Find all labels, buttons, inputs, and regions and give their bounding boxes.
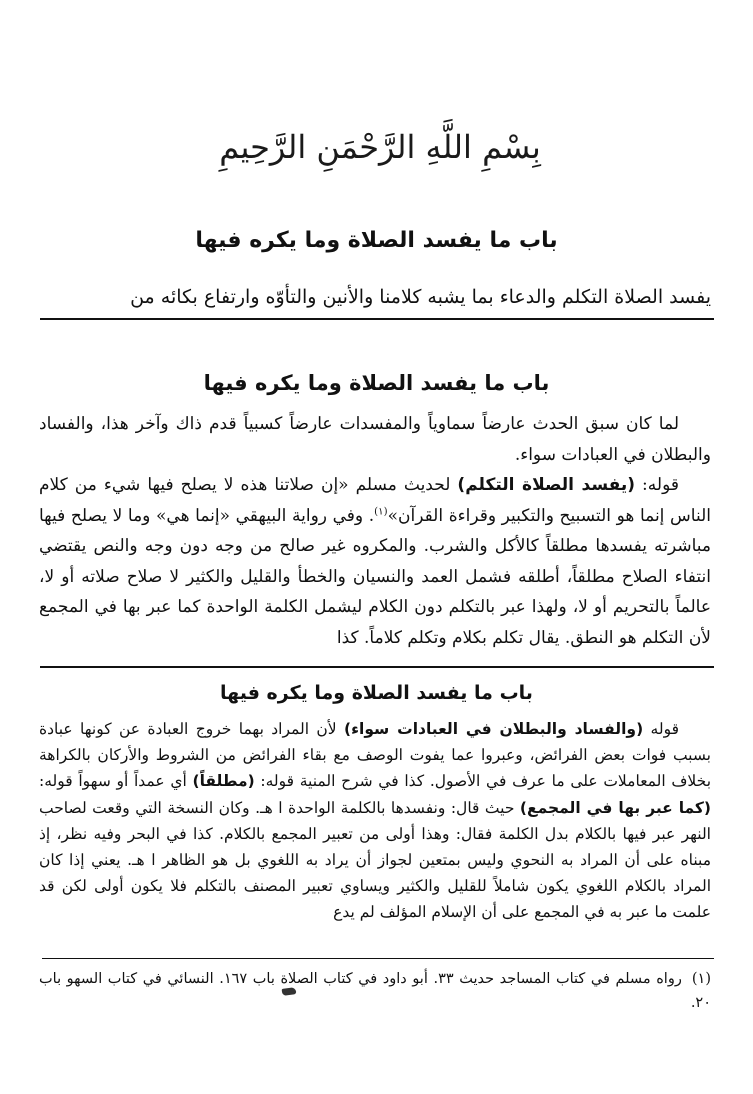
inline-text: لأن المراد بهما خروج العبادة عن كونها عبادة بسبب فوات بعض الفرائض، وعبروا عما يفوت الوصف مع بقاء الفرائض من الشروط والأركان بالكراهة بخلاف المعاملات على ما عرف في الأصول. كذا في شرح المنية قوله: [39, 720, 712, 791]
quoted-sharh: (والفساد والبطلان في العبادات سواء) [344, 720, 644, 738]
inline-text: قوله [643, 720, 679, 738]
chapter-heading-sharh: باب ما يفسد الصلاة وما يكره فيها [203, 371, 550, 395]
hashiya-commentary [39, 716, 711, 926]
footnote [39, 967, 711, 1015]
footnote-separator [42, 958, 714, 959]
quoted-matn: (يفسد الصلاة التكلم) [457, 475, 636, 495]
inline-text: قوله: [635, 475, 679, 495]
inline-text: أي عمداً أو سهواً قوله: [39, 772, 193, 791]
footnote-marker[interactable]: (١) [374, 505, 388, 517]
inline-text: لحديث مسلم «إن صلاتنا هذه لا يصلح فيها شيء من كلام الناس إنما هو التسبيح والتكبير وقراءة القرآن» [39, 475, 711, 526]
section-divider [40, 318, 714, 320]
section-divider [40, 666, 714, 668]
sharh-commentary [39, 409, 711, 653]
chapter-heading-hashiya: باب ما يفسد الصلاة وما يكره فيها [220, 682, 533, 704]
basmala-calligraphy: بِسْمِ اللَّهِ الرَّحْمَنِ الرَّحِيمِ [219, 128, 541, 166]
inline-text: . وفي رواية البيهقي «إنما هي» وما لا يصلح فيها مباشرته يفسدها مطلقاً كالأكل والشرب. والمكروه غير صالح من وجه دون وجه والنص يقتضي انتفاء الصلاح مطلقاً، أطلقه فشمل العمد والنسيان والخطأ والقليل والكثير لا صلاح صلاته أو لا، عالماً بالتحريم أو لا، ولهذا عبر بالتكلم دون الكلام ليشمل الكلمة الواحدة كما عبر بها في المجمع لأن التكلم هو النطق. يقال تكلم بكلام وتكلم كلاماً. كذا [39, 505, 711, 648]
hashiya-paragraph [39, 716, 711, 926]
sharh-paragraph: لما كان سبق الحدث عارضاً سماوياً والمفسدات عارضاً كسبياً قدم ذاك وآخر هذا، والفساد والبطلان في العبادات سواء. [39, 414, 711, 465]
sharh-paragraph [39, 470, 711, 653]
footnote-number: (١) [691, 971, 711, 987]
chapter-heading-matn: باب ما يفسد الصلاة وما يكره فيها [195, 228, 558, 253]
quoted-sharh: (كما عبر بها في المجمع) [519, 798, 711, 817]
footnote-text: رواه مسلم في كتاب المساجد حديث ٣٣. أبو داود في كتاب الصلاة باب ١٦٧. النسائي في كتاب السهو باب ٢٠. [39, 971, 711, 1011]
quoted-sharh: (مطلقاً) [192, 772, 255, 791]
inline-text: حيث قال: ونفسدها بالكلمة الواحدة ا هـ. وكان النسخة التي وقعت لصاحب النهر عبر فيها بالكلام بدل الكلمة فقال: وهذا أولى من تعبير المجمع بالكلام. كذا في البحر وفيه نظر، إذ مبناه على أن المراد به النحوي وليس بمتعين لجواز أن يراد به اللغوي بل هو الظاهر ا هـ. يعني إذا كان المراد بالكلام اللغوي يكون شاملاً للقليل والكثير ويساوي تعبير المصنف بالتكلم فلا يكون أولى لكن قد علمت ما عبر به في المجمع على أن الإسلام المؤلف لم يدع [39, 798, 711, 922]
matn-text: يفسد الصلاة التكلم والدعاء بما يشبه كلامنا والأنين والتأوّه وارتفاع بكائه من [130, 286, 711, 308]
